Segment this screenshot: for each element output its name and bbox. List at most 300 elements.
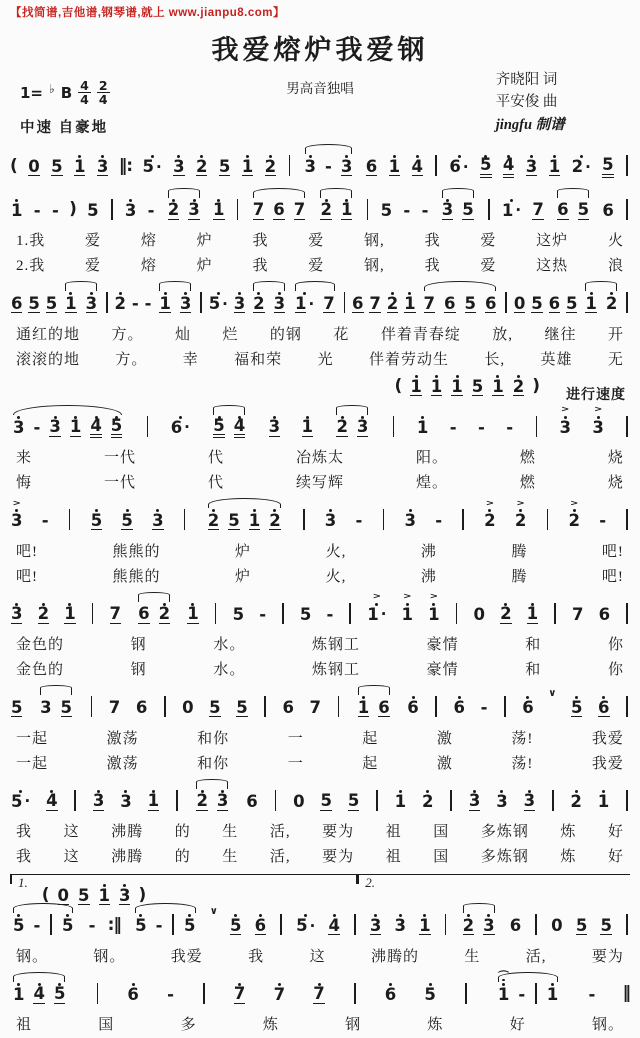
lyric-word: 无 xyxy=(607,351,624,368)
augmentation-dot: · xyxy=(515,201,522,220)
note-digit-wrap xyxy=(462,917,475,935)
note xyxy=(499,593,512,634)
barline xyxy=(626,790,628,811)
score xyxy=(10,145,630,1038)
note-digit: 5 xyxy=(602,157,613,178)
accent-mark: > xyxy=(561,405,570,415)
note-digit: 1 xyxy=(419,915,431,935)
note-digit: 1 xyxy=(357,697,370,717)
barline xyxy=(383,509,385,530)
note xyxy=(357,686,370,727)
note-digit-wrap xyxy=(33,202,42,220)
lyric-word: 福和荣 xyxy=(234,351,283,368)
note xyxy=(479,145,492,186)
system-7 xyxy=(10,686,630,777)
note-digit-wrap xyxy=(252,295,265,313)
notes-row xyxy=(10,282,630,323)
octave-dots-above xyxy=(278,973,281,986)
notes-row xyxy=(10,780,630,821)
octave-dots-above xyxy=(421,406,424,419)
lyric-word: 多炼钢 xyxy=(480,824,529,841)
note-digit-wrap xyxy=(218,158,231,176)
note-digit-wrap xyxy=(577,202,590,220)
note-digit: 5 xyxy=(600,915,612,935)
note-digit-wrap xyxy=(351,295,364,313)
note-digit: 3 xyxy=(173,156,185,176)
note xyxy=(92,780,105,821)
lyric-word: 钢, xyxy=(364,233,385,250)
note-digit: 7 xyxy=(369,293,381,313)
note-digit: 5 xyxy=(296,916,308,935)
note-digit: 3 xyxy=(304,157,316,176)
note-digit-wrap xyxy=(10,295,23,313)
note-digit-wrap xyxy=(39,699,52,717)
lyric-word: 我 xyxy=(16,824,33,841)
note xyxy=(312,973,325,1014)
note xyxy=(232,593,245,634)
note-digit: - xyxy=(477,417,485,437)
note xyxy=(423,282,436,323)
note-digit: 5 xyxy=(60,697,73,717)
note-digit-wrap xyxy=(119,793,132,811)
accent-mark: > xyxy=(372,592,381,602)
octave-dots-above xyxy=(426,780,429,793)
slur-group xyxy=(37,686,75,727)
note-digit: 0 xyxy=(28,156,40,176)
note xyxy=(384,973,397,1014)
lyric-word: 烂 xyxy=(222,326,239,343)
note xyxy=(403,282,416,323)
lyric-word: 活, xyxy=(269,849,291,866)
note-digit: 0 xyxy=(182,698,194,717)
note xyxy=(340,145,353,186)
octave-dots-above xyxy=(179,406,182,419)
octave-dots-above xyxy=(561,406,569,419)
note xyxy=(90,499,103,540)
note-digit: 3 xyxy=(49,417,61,436)
note-digit: 3 xyxy=(216,791,229,810)
note-digit-wrap xyxy=(167,202,180,220)
note-digit-wrap xyxy=(501,202,522,220)
note-digit-wrap xyxy=(380,202,393,220)
note-digit-wrap xyxy=(377,699,390,717)
slur-group xyxy=(439,189,477,230)
barline xyxy=(456,603,458,624)
note-digit-wrap xyxy=(299,606,312,624)
note xyxy=(569,780,582,821)
slur-group xyxy=(210,406,248,447)
lyric-word: 代 xyxy=(207,475,224,492)
octave-dots-above xyxy=(602,780,605,793)
barline xyxy=(106,292,108,313)
lyric-word: 我爱 xyxy=(591,755,624,772)
note-digit: 4 xyxy=(234,418,245,439)
system-6 xyxy=(10,593,630,684)
note-digit-wrap xyxy=(513,295,526,313)
duration-dash xyxy=(355,499,364,540)
note-digit-wrap xyxy=(109,606,122,624)
octave-dots-above xyxy=(17,973,20,986)
duration-dash xyxy=(587,973,596,1014)
note-digit: 2 xyxy=(158,604,171,623)
note xyxy=(351,282,364,323)
note xyxy=(248,499,261,540)
augmentation-dot: · xyxy=(380,605,387,624)
note-digit: - xyxy=(259,604,267,624)
lyric-word: 光 xyxy=(317,351,334,368)
note-digit-wrap xyxy=(48,419,61,437)
note-digit: 5 xyxy=(232,604,245,624)
note-digit-wrap xyxy=(327,917,340,935)
note-digit: - xyxy=(480,698,488,717)
note-digit: 6 xyxy=(282,698,294,717)
note xyxy=(484,282,497,323)
note-digit-wrap xyxy=(60,699,73,717)
note-digit-wrap xyxy=(556,202,569,220)
lyric-word: 这热 xyxy=(536,258,569,275)
note-digit-wrap xyxy=(45,793,58,811)
note-digit-wrap xyxy=(484,295,497,313)
note-digit: 1 xyxy=(241,156,254,176)
note xyxy=(12,973,25,1014)
barline xyxy=(97,983,99,1004)
augmentation-dot: · xyxy=(24,792,31,811)
note-digit: 5 xyxy=(45,293,58,313)
duration-dash xyxy=(131,282,140,323)
note-digit-wrap xyxy=(499,606,512,624)
note xyxy=(50,145,63,186)
slur-group xyxy=(250,189,308,230)
note-digit-wrap xyxy=(10,202,23,220)
note-digit-wrap xyxy=(548,295,561,313)
note xyxy=(531,189,544,230)
note xyxy=(409,365,422,406)
note xyxy=(10,282,23,323)
note-digit: 2 xyxy=(484,511,496,530)
lyric-word: 生 xyxy=(222,849,239,866)
note xyxy=(172,145,185,186)
note-digit: 5 xyxy=(142,157,154,176)
time-signature-2: $\frac{2}{4}$ xyxy=(98,78,108,108)
octave-dots-above xyxy=(399,780,402,793)
note xyxy=(167,189,180,230)
note-digit-wrap xyxy=(124,202,137,220)
note-digit-wrap xyxy=(468,793,481,811)
note-digit-wrap xyxy=(268,512,281,530)
lyric-word: 方。 xyxy=(111,326,144,343)
note xyxy=(299,593,312,634)
note xyxy=(368,282,381,323)
note-digit-wrap xyxy=(301,419,314,437)
slur-group xyxy=(205,499,284,540)
note-digit: 3 xyxy=(592,417,604,437)
lyric-word: 钢, xyxy=(364,258,385,275)
note-digit-wrap xyxy=(155,917,164,935)
lyric-word: 生 xyxy=(222,824,239,841)
lyric-word: 吧! xyxy=(16,543,38,560)
note xyxy=(147,780,160,821)
notes-row xyxy=(10,189,630,230)
barline xyxy=(344,292,346,313)
octave-dots-above xyxy=(132,973,135,986)
note-digit-wrap xyxy=(514,512,527,530)
barline xyxy=(354,914,356,935)
note xyxy=(227,499,240,540)
lyric-word: 继往 xyxy=(544,326,577,343)
volta-first-ending xyxy=(10,874,357,904)
duration-dash xyxy=(421,189,430,230)
note-digit-wrap xyxy=(12,986,25,1004)
note-digit-wrap xyxy=(502,155,515,176)
slur-group xyxy=(10,406,125,447)
barline xyxy=(203,983,205,1004)
note-digit: 3 xyxy=(124,200,137,220)
barline xyxy=(626,292,628,313)
note-digit: 1 xyxy=(159,293,171,313)
note-digit-wrap xyxy=(591,419,604,437)
note-digit-wrap xyxy=(158,295,171,313)
note-digit-wrap xyxy=(63,606,76,624)
note xyxy=(141,145,162,186)
lyric-word: 来 xyxy=(16,450,33,467)
lyric-word: 爱 xyxy=(480,233,497,250)
note-digit-wrap xyxy=(471,378,484,396)
note xyxy=(183,904,196,945)
system-1 xyxy=(10,145,630,186)
note-digit-wrap xyxy=(32,419,41,437)
note-digit: 5 xyxy=(565,293,578,313)
note-digit-wrap xyxy=(453,699,466,717)
lyric-word: 的 xyxy=(174,849,191,866)
note-digit-wrap xyxy=(272,202,285,220)
note-digit-wrap xyxy=(571,158,592,176)
lyrics-line-1 xyxy=(10,820,630,845)
barline xyxy=(200,292,202,313)
lyrics-line-2 xyxy=(10,254,630,279)
note-digit: 3 xyxy=(404,511,416,530)
note-digit-wrap xyxy=(567,512,580,530)
note xyxy=(512,365,525,406)
note-digit-wrap xyxy=(355,512,364,530)
duration-dash xyxy=(33,189,42,230)
lyric-word: 炼 xyxy=(262,1017,279,1034)
note xyxy=(502,145,515,186)
lyric-word: 火, xyxy=(325,568,347,585)
note xyxy=(548,145,561,186)
note-digit-wrap xyxy=(477,419,486,437)
note xyxy=(135,686,148,727)
lyric-word: 燃 xyxy=(519,475,536,492)
note xyxy=(584,282,597,323)
slur-group xyxy=(333,406,371,447)
note xyxy=(12,904,25,945)
note-digit-wrap xyxy=(357,699,370,717)
note-digit: 5 xyxy=(228,510,240,530)
note-digit: 3 xyxy=(11,511,23,530)
note-digit-wrap xyxy=(37,606,50,624)
note xyxy=(254,904,267,945)
lyric-word: 钢。 xyxy=(16,948,49,965)
slur-group xyxy=(582,282,620,323)
note-digit: 5 xyxy=(347,791,360,810)
note xyxy=(293,189,306,230)
note-digit: 1 xyxy=(546,984,559,1004)
octave-dots-above xyxy=(498,969,510,986)
note-digit-wrap xyxy=(368,295,381,313)
barline xyxy=(237,199,239,220)
barline xyxy=(536,416,538,437)
note-digit-wrap xyxy=(10,606,23,624)
note-digit: 5 xyxy=(471,376,484,396)
note-digit: 5 xyxy=(121,510,133,530)
note-digit-wrap xyxy=(525,158,538,176)
lyric-word: 阳。 xyxy=(415,450,448,467)
note-digit: 4 xyxy=(33,984,45,1003)
lyric-word: 好 xyxy=(607,849,624,866)
note-digit: 3 xyxy=(496,791,508,811)
barline xyxy=(349,603,351,624)
slur-group xyxy=(62,282,100,323)
note-digit-wrap xyxy=(41,512,50,530)
note-digit: 2 xyxy=(196,791,208,810)
note-digit-wrap xyxy=(570,699,583,717)
note-digit: 3 xyxy=(13,417,25,437)
note-digit-wrap xyxy=(550,917,563,935)
note-digit-wrap xyxy=(254,917,267,935)
barline xyxy=(91,696,93,717)
note-digit: 1 xyxy=(526,604,539,623)
note-digit-wrap xyxy=(293,202,306,220)
lyric-word: 要为 xyxy=(591,948,624,965)
note-digit: 3 xyxy=(356,417,369,436)
note-digit: 2 xyxy=(571,157,584,176)
lyric-word: 多炼钢 xyxy=(480,849,529,866)
key-prefix: 1= xyxy=(20,83,44,102)
note-digit-wrap xyxy=(483,512,496,530)
note-digit: 7 xyxy=(313,984,325,1003)
note-digit: 5 xyxy=(480,157,491,178)
note xyxy=(137,593,150,634)
note xyxy=(605,282,618,323)
barline xyxy=(504,696,506,717)
note xyxy=(272,189,285,230)
note-digit: 6 xyxy=(138,604,150,623)
note-digit-wrap xyxy=(605,295,618,313)
lyric-word: 多 xyxy=(180,1017,197,1034)
note xyxy=(120,499,133,540)
note-digit-wrap xyxy=(449,419,458,437)
song-title: 我爱熔炉我爱钢 xyxy=(211,35,429,65)
note-digit: 6 xyxy=(246,791,258,811)
lyric-word: 好 xyxy=(509,1017,526,1034)
note-digit: - xyxy=(599,511,607,530)
note-digit: - xyxy=(506,417,514,437)
lyric-word: 方。 xyxy=(115,351,148,368)
duration-dash xyxy=(480,686,489,727)
note-digit-wrap xyxy=(597,699,610,717)
note-digit: - xyxy=(147,200,155,220)
system-9 xyxy=(10,874,630,970)
note-digit: 5 xyxy=(577,200,590,219)
note-digit: 0 xyxy=(57,885,70,905)
note-digit-wrap xyxy=(575,917,588,935)
note-digit-wrap xyxy=(526,606,539,624)
note-digit-wrap xyxy=(90,512,103,530)
note-digit: 5 xyxy=(208,294,221,313)
note-digit-wrap xyxy=(120,512,133,530)
note xyxy=(530,282,543,323)
note-digit-wrap xyxy=(347,793,360,811)
note-digit: 1 xyxy=(585,293,597,313)
note-digit: 4 xyxy=(328,915,340,935)
note-digit-wrap xyxy=(32,917,41,935)
note-digit: 5 xyxy=(87,200,99,220)
note xyxy=(497,969,510,1014)
note-digit: 1 xyxy=(340,200,353,219)
note xyxy=(575,904,588,945)
barline xyxy=(164,696,166,717)
note-digit-wrap xyxy=(335,419,348,437)
slur-group xyxy=(10,973,68,1014)
note-digit: 1 xyxy=(501,200,514,220)
note-digit: 6 xyxy=(170,417,183,437)
note-digit-wrap xyxy=(356,419,369,437)
note-digit-wrap xyxy=(565,295,578,313)
note-digit: 5 xyxy=(424,984,436,1004)
note-digit: 1 xyxy=(295,293,307,313)
repeat-end-barline: :‖ xyxy=(107,914,121,935)
lyric-word: 的 xyxy=(174,824,191,841)
note-digit-wrap xyxy=(166,986,175,1004)
system-2 xyxy=(10,189,630,280)
barline xyxy=(275,790,277,811)
note-digit-wrap xyxy=(365,158,378,176)
lyric-word: 炼 xyxy=(560,849,577,866)
lyric-word: 一起 xyxy=(16,730,49,747)
lyric-word: 火 xyxy=(607,233,624,250)
final-barline: ‖ xyxy=(622,983,630,1003)
note-digit: 1 xyxy=(394,791,407,811)
lyric-word: 通红的地 xyxy=(16,326,81,343)
note-digit: 7 xyxy=(532,200,544,219)
note-digit-wrap xyxy=(406,699,419,717)
note-digit-wrap xyxy=(179,295,192,313)
barline xyxy=(547,509,549,530)
note-digit-wrap xyxy=(423,295,436,313)
note-digit-wrap xyxy=(229,917,242,935)
note xyxy=(61,904,74,945)
note-digit: 6 xyxy=(444,293,456,313)
note-digit: 3 xyxy=(233,293,246,313)
augmentation-dot: · xyxy=(184,418,190,437)
note xyxy=(252,189,265,230)
note-digit: 2 xyxy=(500,604,512,623)
note-digit: 6 xyxy=(273,200,285,219)
fermata-dot xyxy=(502,979,505,982)
note-digit-wrap xyxy=(587,986,596,1004)
note-digit: 1 xyxy=(367,604,379,624)
lyric-word: 2.我 xyxy=(16,258,46,275)
octave-dots-above xyxy=(17,406,20,419)
note xyxy=(514,499,527,540)
note xyxy=(110,406,123,447)
note-digit: 3 xyxy=(559,417,571,437)
note-digit: 5 xyxy=(575,915,588,935)
note xyxy=(158,282,171,323)
lyric-word: 钢 xyxy=(130,662,147,679)
note-digit-wrap xyxy=(158,606,171,624)
note-digit-wrap xyxy=(195,158,208,176)
